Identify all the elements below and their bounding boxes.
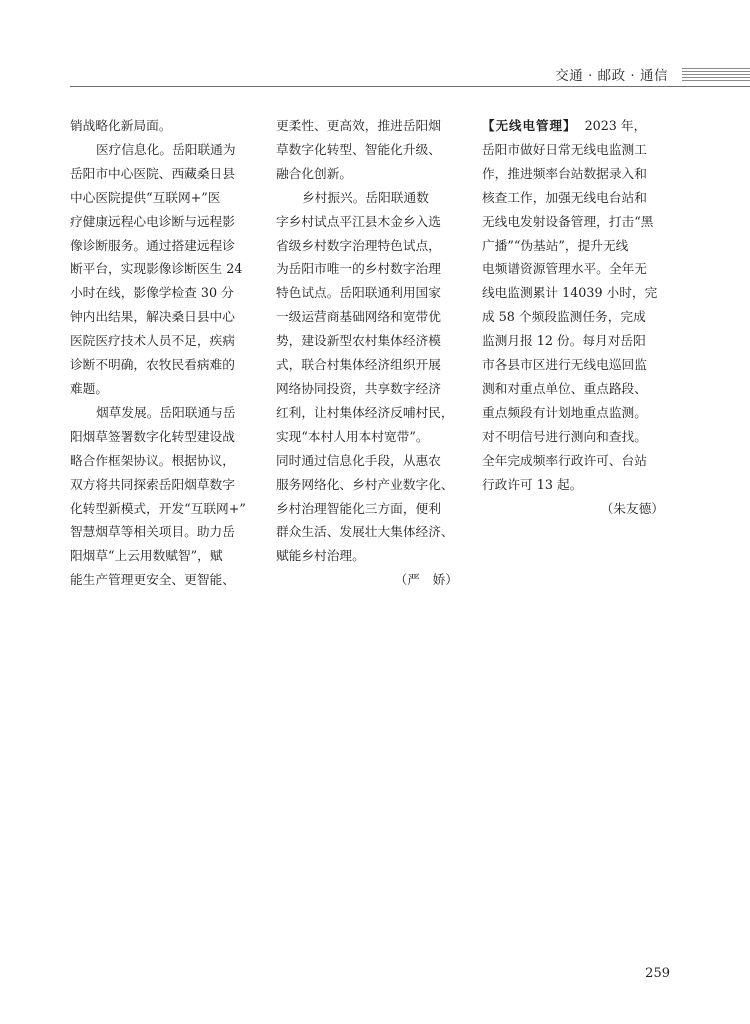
heading-tail: 2023 年， [584,118,647,133]
text-line: 无线电发射设备管理，打击“黑 [482,213,654,229]
text-line: 行政许可 13 起。 [482,476,583,492]
text-line: 乡村治理智能化三方面，便利 [276,500,441,516]
section-heading: 【无线电管理】 [482,118,577,133]
text-line: 烟草发展。岳阳联通与岳 [96,404,236,420]
text-line: 核查工作，加强无线电台站和 [482,189,647,205]
section-heading-line [482,114,670,138]
author-signature: （朱友德） [600,500,664,516]
text-line: 阳烟草“上云用数赋智”，赋 [70,548,223,564]
text-line: 双方将共同探索岳阳烟草数字 [70,476,235,492]
text-line: 特色试点。岳阳联通利用国家 [276,285,441,301]
text-line: 断平台，实现影像诊断医生 24 [70,261,243,277]
text-column-2 [276,114,464,592]
text-line: 势，建设新型农村集体经济模 [276,333,441,349]
text-line: 式，联合村集体经济组织开展 [276,357,441,373]
text-line: 中心医院提供“互联网+”医 [70,189,221,205]
text-line: 实现“本村人用本村宽带”。 [276,428,429,444]
text-line: 成 58 个频段监测任务，完成 [482,309,646,325]
text-line: 服务网络化、乡村产业数字化、 [276,476,454,492]
text-line: 阳烟草签署数字化转型建设战 [70,428,235,444]
section-title: 交通 · 邮政 · 通信 [555,68,668,84]
text-line: 字乡村试点平江县木金乡入选 [276,213,441,229]
text-line: 小时在线，影像学检查 30 分 [70,285,234,301]
text-line: 红利，让村集体经济反哺村民， [276,404,454,420]
text-line: 测和对重点单位、重点路段、 [482,380,647,396]
text-line: 草数字化转型、智能化升级、 [276,141,441,157]
text-line: 诊断不明确，农牧民看病难的 [70,357,235,373]
text-line: 疗健康远程心电诊断与远程影 [70,213,235,229]
text-line: 略合作框架协议。根据协议， [70,452,235,468]
text-line: 网络协同投资，共享数字经济 [276,380,441,396]
text-line: 像诊断服务。通过搭建远程诊 [70,237,235,253]
text-line: 省级乡村数字治理特色试点， [276,237,441,253]
text-line: 市各县市区进行无线电巡回监 [482,357,647,373]
text-line: 融合化创新。 [276,165,353,181]
text-line: 钟内出结果，解决桑日县中心 [70,309,235,325]
text-line: 乡村振兴。岳阳联通数 [302,189,429,205]
text-line: 化转型新模式，开发“互联网+” [70,500,246,516]
text-line: 群众生活、发展壮大集体经济、 [276,524,454,540]
text-line: 全年完成频率行政许可、台站 [482,452,647,468]
text-line: 线电监测累计 14039 小时，完 [482,285,658,301]
text-line: 对不明信号进行测向和查找。 [482,428,647,444]
page-number: 259 [645,966,670,981]
text-line: 更柔性、更高效，推进岳阳烟 [276,118,441,133]
text-column-1 [70,114,258,592]
text-line: 监测月报 12 份。每月对岳阳 [482,333,646,349]
text-line: 智慧烟草等相关项目。助力岳 [70,524,235,540]
text-column-3 [482,114,670,520]
text-line: 岳阳市中心医院、西藏桑日县 [70,165,235,181]
text-line: 重点频段有计划地重点监测。 [482,404,647,420]
text-line: 销战略化新局面。 [70,118,172,133]
text-line: 电频谱资源管理水平。全年无 [482,261,647,277]
author-signature: （严 娇） [394,572,458,588]
text-line: 医疗信息化。岳阳联通为 [96,141,236,157]
text-line: 岳阳市做好日常无线电监测工 [482,141,647,157]
text-line: 能生产管理更安全、更智能、 [70,572,235,588]
header-rule [70,86,750,87]
text-line: 医院医疗技术人员不足，疾病 [70,333,235,349]
text-line: 一级运营商基础网络和宽带优 [276,309,441,325]
text-line: 广播”“伪基站”，提升无线 [482,237,629,253]
header-stripes [682,68,750,82]
text-line: 赋能乡村治理。 [276,548,365,564]
text-line: 难题。 [70,380,109,396]
text-line: 同时通过信息化手段，从惠农 [276,452,441,468]
text-line: 为岳阳市唯一的乡村数字治理 [276,261,441,277]
text-line: 作，推进频率台站数据录入和 [482,165,647,181]
